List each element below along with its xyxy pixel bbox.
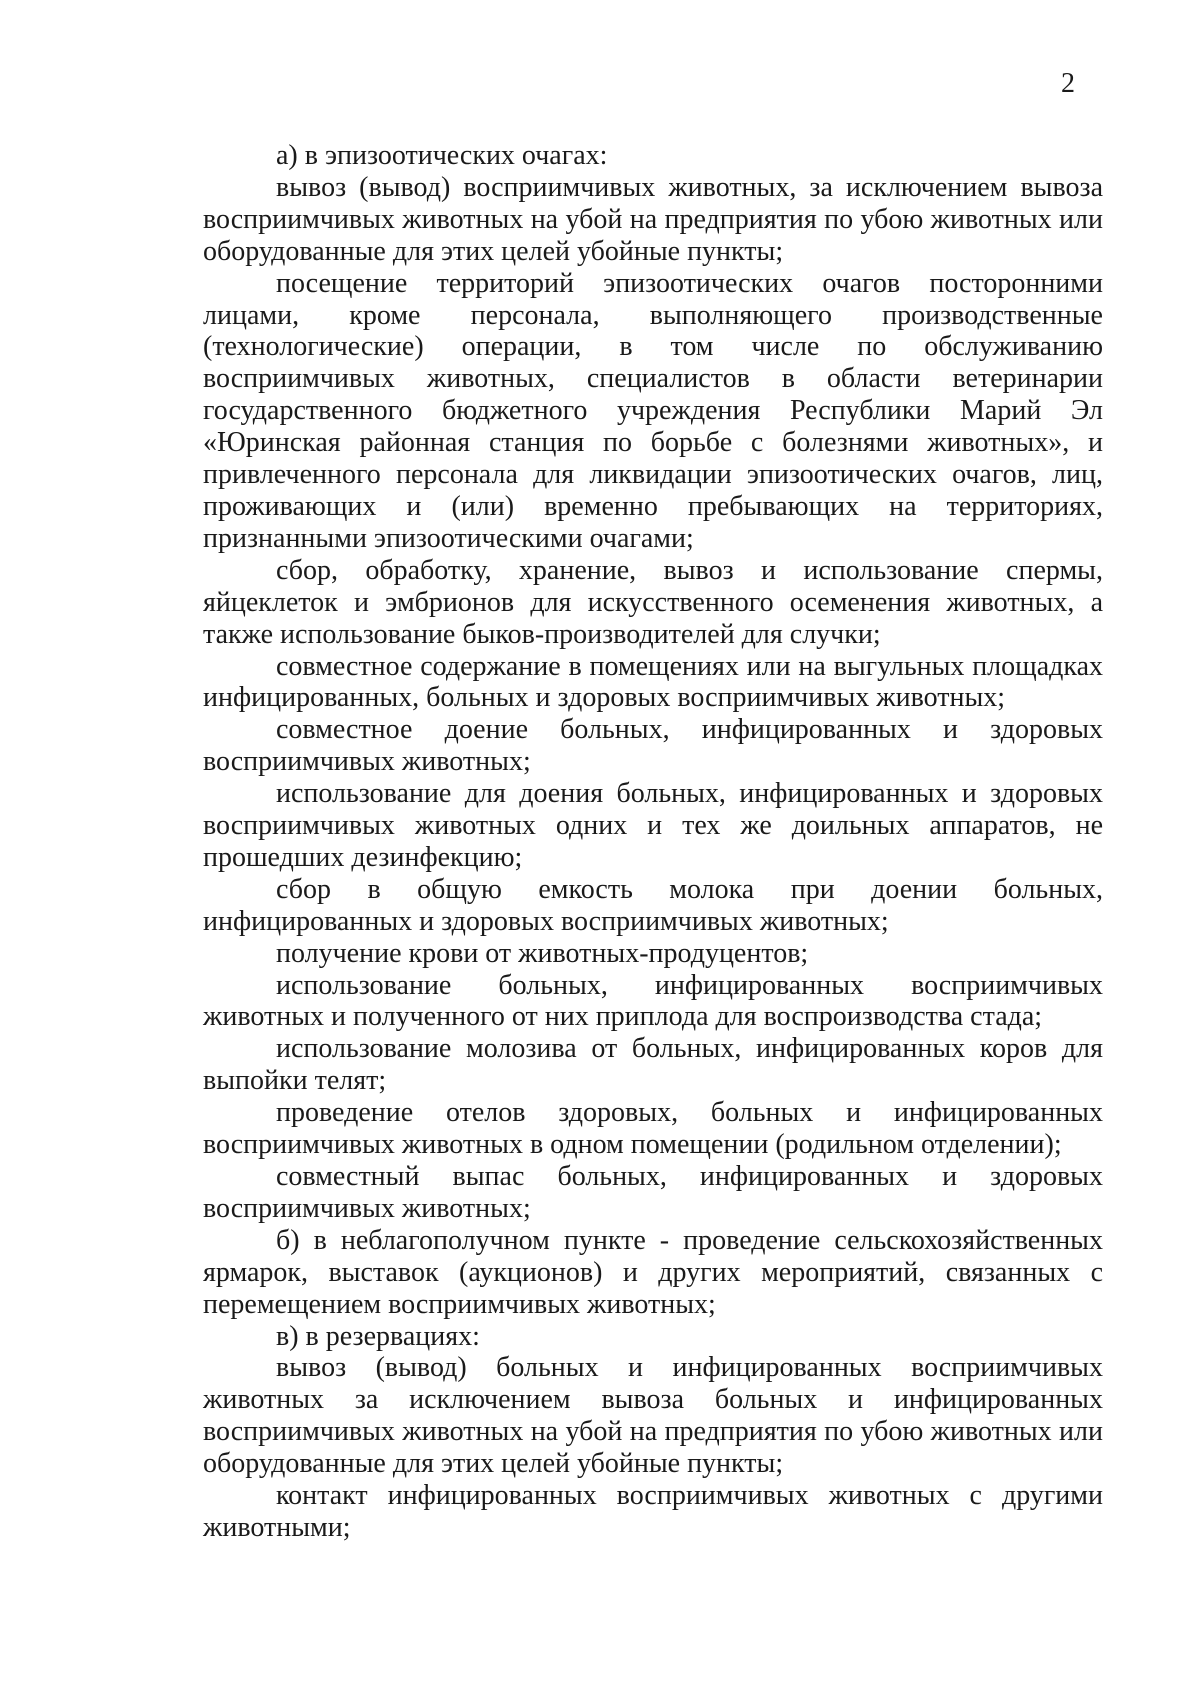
page-number: 2 (1061, 68, 1075, 99)
paragraph-15: в) в резервациях: (276, 1320, 480, 1352)
paragraph-1: а) в эпизоотических очагах: (276, 140, 608, 171)
paragraph-5: совместное содержание в помещениях или на выгульных площадках инфицированных, больных и здоровых восприимчивых животных; (203, 650, 1103, 714)
paragraph-8: сбор в общую емкость молока при доении больных, инфицированных и здоровых восприимчивых животных; (203, 873, 1103, 937)
paragraph-10: использование больных, инфицированных восприимчивых животных и полученного от них приплода для воспроизводства стада; (203, 969, 1103, 1033)
document-body (203, 140, 1103, 1544)
paragraph-13: совместный выпас больных, инфицированных и здоровых восприимчивых животных; (203, 1161, 1103, 1224)
paragraph-17: контакт инфицированных восприимчивых животных с другими животными; (203, 1480, 1103, 1543)
paragraph-16: вывоз (вывод) больных и инфицированных восприимчивых животных за исключением вывоза больных и инфицированных восприимчивых животных на убой на предприятия по убою животных или оборудованные для этих целей убойные пункты; (203, 1352, 1103, 1480)
paragraph-12: проведение отелов здоровых, больных и инфицированных восприимчивых животных в одном помещении (родильном отделении); (203, 1097, 1103, 1161)
paragraph-14: б) в неблагополучном пункте - проведение сельскохозяйственных ярмарок, выставок (аукционов) и других мероприятий, связанных с перемещением восприимчивых животных; (203, 1224, 1103, 1320)
paragraph-4: сбор, обработку, хранение, вывоз и использование спермы, яйцеклеток и эмбрионов для искусственного осеменения животных, а также использование быков-производителей для случки; (203, 554, 1103, 650)
paragraph-6: совместное доение больных, инфицированных и здоровых восприимчивых животных; (203, 714, 1103, 778)
paragraph-2: вывоз (вывод) восприимчивых животных, за исключением вывоза восприимчивых животных на убой на предприятия по убою животных или оборудованные для этих целей убойные пункты; (203, 171, 1103, 267)
paragraph-9: получение крови от животных-продуцентов; (276, 937, 809, 969)
paragraph-11: использование молозива от больных, инфицированных коров для выпойки телят; (203, 1033, 1103, 1097)
paragraph-3: посещение территорий эпизоотических очагов посторонними лицами, кроме персонала, выполняющего производственные (технологические) операции, в том числе по обслуживанию восприимчивых животных, специалистов в области ветеринарии государственного бюджетного учреждения Республики Марий Эл «Юринская районная станция по борьбе с болезнями животных», и привлеченного персонала для ликвидации эпизоотических очагов, лиц, проживающих и (или) временно пребывающих на территориях, признанными эпизоотическими очагами; (203, 267, 1103, 554)
paragraph-7: использование для доения больных, инфицированных и здоровых восприимчивых животных одних и тех же доильных аппаратов, не прошедших дезинфекцию; (203, 778, 1103, 873)
